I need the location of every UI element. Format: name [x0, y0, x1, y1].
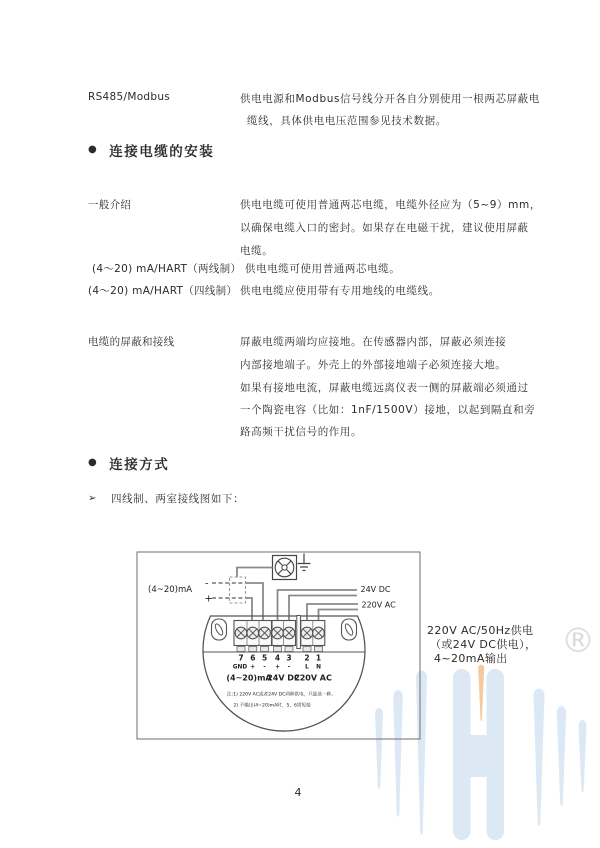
section-label: (4～20) mA/HART（两线制）: [92, 263, 242, 275]
shield-ground-wire: [237, 568, 273, 578]
svg-text:4: 4: [274, 653, 281, 663]
diagram-side-annotation: [427, 624, 536, 665]
section-heading: [88, 140, 214, 160]
section-label: (4～20) mA/HART（四线制）: [88, 285, 238, 297]
mounting-ear-right: [342, 619, 357, 640]
section-text-line: 供电电源和Modbus信号线分开各自分别使用一根两芯屏蔽电: [240, 93, 540, 105]
section-text-line: 路高频干扰信号的作用。: [240, 426, 363, 438]
svg-text:7: 7: [238, 653, 244, 663]
svg-text:+: +: [250, 664, 256, 671]
section-text-line: 供电电缆可使用普通两芯电缆。: [245, 263, 401, 275]
svg-text:N: N: [316, 664, 321, 671]
mounting-ear-left: [212, 619, 227, 640]
heading-text: 连接方式: [109, 457, 170, 473]
earth-ground-icon: [298, 554, 311, 571]
ac-supply-label: 220V AC: [361, 600, 396, 610]
svg-text:-: -: [287, 664, 291, 671]
svg-text:1: 1: [315, 653, 322, 663]
list-item-text: 四线制、两室接线图如下：: [110, 493, 245, 505]
watermark-h-shape: [453, 669, 504, 840]
svg-text:3: 3: [286, 653, 292, 663]
svg-text:2) 不输出(4~20)mA时，5、6需短接: 2) 不输出(4~20)mA时，5、6需短接: [233, 703, 311, 709]
svg-text:6: 6: [250, 653, 256, 663]
svg-text:(4~20)mA: (4~20)mA: [226, 673, 272, 683]
section-text-line: 电缆。: [240, 245, 274, 257]
block-separator: [297, 616, 301, 649]
wiring-diagram: [136, 551, 421, 741]
annotation-line: （或24V DC供电），: [430, 637, 537, 651]
svg-text:-: -: [263, 664, 266, 671]
section-text-line: 供电电缆可使用普通两芯电缆，电缆外径应为（5~9）mm，: [240, 199, 541, 211]
cable-entry-dashed-box: [230, 577, 246, 603]
page-number: 4: [294, 786, 302, 799]
dc-supply-label: 24V DC: [360, 585, 391, 594]
annotation-line: 220V AC/50Hz供电: [427, 624, 534, 637]
section-text-line: 供电电缆应使用带有专用地线的电缆线。: [240, 285, 440, 297]
svg-text:L: L: [305, 664, 309, 671]
section-label: RS485/Modbus: [88, 91, 171, 103]
arrow-icon: ➢: [88, 493, 97, 504]
section-text-line: 一个陶瓷电容（比如：1nF/1500V）接地，以起到隔直和旁: [240, 404, 536, 416]
section-text-line: 缆线，具体供电电压范围参见技术数据。: [247, 115, 447, 127]
svg-text:24V DC: 24V DC: [267, 673, 300, 683]
section-label: 电缆的屏蔽和接线: [88, 336, 175, 348]
section-text-line: 以确保电缆入口的密封。如果存在电磁干扰，建议使用屏蔽: [240, 222, 529, 234]
terminal-screws: [235, 627, 324, 639]
ground-terminal-icon: [273, 556, 297, 580]
svg-text:5: 5: [261, 653, 268, 663]
list-item: [88, 491, 244, 506]
plus-sign: +: [204, 593, 213, 605]
svg-text:220V AC: 220V AC: [294, 673, 332, 683]
annotation-line: 4~20mA输出: [434, 651, 508, 665]
loop-current-label: (4~20)mA: [148, 585, 193, 595]
terminal-polarity-labels: [233, 665, 321, 671]
section-text-line: 屏蔽电缆两端均应接地。在传感器内部，屏蔽必须连接: [240, 336, 507, 348]
diagram-notes: [227, 691, 336, 709]
minus-sign: -: [205, 578, 209, 590]
terminal-numbers: [238, 654, 321, 663]
bullet-icon: ●: [88, 456, 99, 468]
svg-text:注:1) 220V AC或者24V DC两种供电，只能选一种: 注:1) 220V AC或者24V DC两种供电，只能选一种。: [227, 692, 336, 698]
terminal-group-labels: [226, 674, 332, 683]
bullet-icon: ●: [88, 143, 99, 155]
section-heading: [88, 453, 169, 473]
section-text-line: 内部接地端子。外壳上的外部接地端子必须连接大地。: [240, 359, 507, 371]
watermark-flame: [478, 665, 484, 722]
wire-clamps: [237, 647, 323, 652]
registered-mark: ®: [561, 621, 595, 661]
heading-text: 连接电缆的安装: [109, 144, 215, 160]
svg-text:GND: GND: [232, 664, 248, 671]
section-text-line: 如果有接地电流，屏蔽电缆远离仪表一侧的屏蔽端必须通过: [240, 382, 529, 394]
svg-text:2: 2: [304, 653, 310, 663]
svg-text:+: +: [275, 664, 280, 671]
section-label: 一般介绍: [88, 199, 132, 211]
